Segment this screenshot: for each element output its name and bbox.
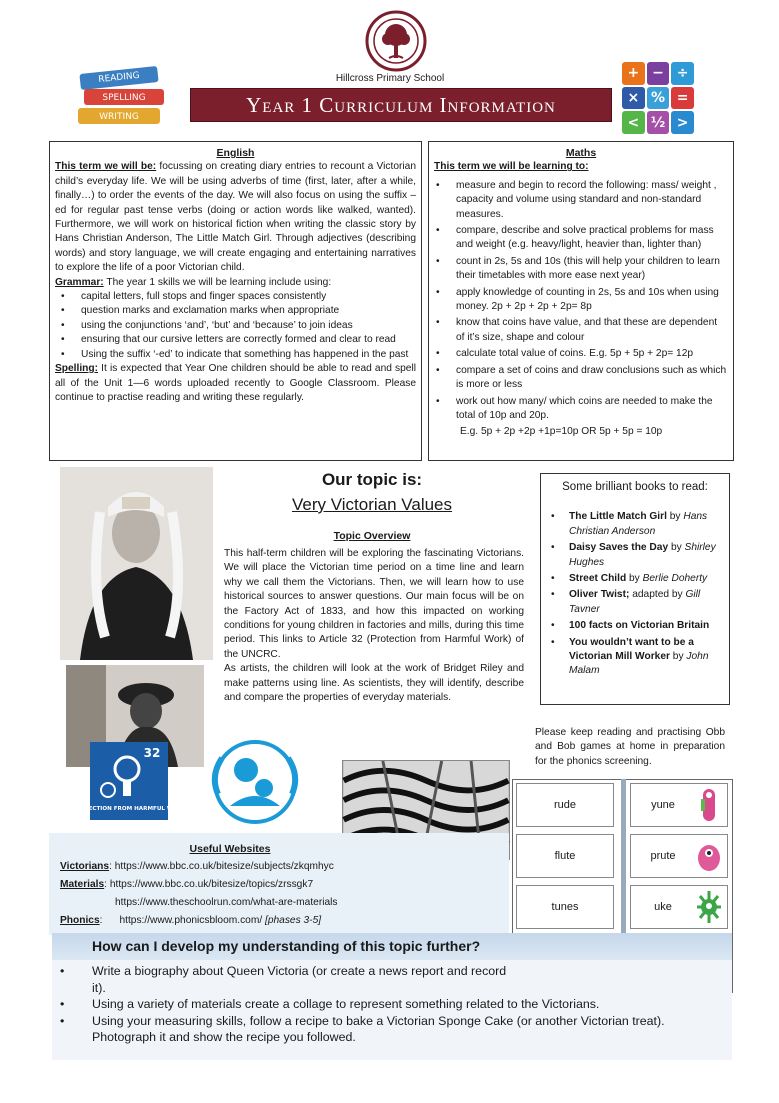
maths-list (434, 179, 728, 424)
book-title: Oliver Twist; (569, 589, 630, 601)
book-by: by (666, 511, 684, 523)
book-title: 100 facts on Victorian Britain (569, 620, 710, 632)
topic-paragraph: This half-term children will be exploring the fascinating Victorians. We will place the Victorian time period on a time line and learn why we call them the Victorians. Then, we will learn how to use historical sources to answer questions. Our main focus will be on the Factory Act of 1833, and how this impacted on working conditions for young children in factories and mills, during this time period. This links to Article 32 (Protection from Harmful Work) of the UNCRC. (224, 548, 524, 660)
list-item: • measure and begin to record the following: mass/ weight , capacity and volume using standard and non-standard measures. (434, 179, 728, 222)
book-author: John Malam (569, 651, 709, 677)
greater-than-icon: > (671, 111, 694, 134)
book-author: Berlie Doherty (642, 573, 708, 585)
list-item: • Using a variety of materials create a collage to represent something related to the Victorians. (52, 996, 732, 1013)
maths-section (428, 141, 734, 461)
less-than-icon: < (622, 111, 645, 134)
book-spine-spelling: SPELLING (102, 93, 146, 103)
list-item (547, 510, 723, 539)
website-row-phonics: Phonics: https://www.phonicsbloom.com/ [phases 3-5] (60, 915, 322, 926)
book-by: adapted by (629, 589, 686, 601)
school-name: Hillcross Primary School (335, 73, 445, 84)
book-title: Daisy Saves the Day (569, 542, 669, 554)
grammar-list (55, 290, 416, 362)
book-spine-reading: READING (97, 70, 141, 86)
english-intro-text: focussing on creating diary entries to recount a Victorian child’s everyday life. We will be using adverbs of time (first, later, after a while, finally…) to order the events of the day. We will also focus on using the suffix –ed for regular past tense verbs (doing or action words like walked, wanted). Furthermore, we will work on historical fiction when writing the classic story by Hans Christian Anderson, The Little Match Girl. Through adjectives (describing words) and story language, we will create engaging and entertaining narratives to explore the life of a poor Victorian child. (55, 161, 416, 274)
page-title-banner (190, 88, 612, 122)
phonics-note: Please keep reading and practising Obb and Bob games at home in preparation for the phonics screening. (535, 727, 725, 767)
real-word-card (516, 885, 614, 929)
card-word: uke (654, 901, 672, 913)
book-author: Shirley Hughes (569, 542, 716, 568)
list-item: • know that coins have value, and that these are dependent of it’s size, shape and colour (434, 316, 728, 345)
minus-icon: − (647, 62, 670, 85)
victorians-link[interactable]: https://www.bbc.co.uk/bitesize/subjects/zkqmhyc (114, 861, 334, 872)
list-item: • Using the suffix ‘-ed’ to indicate that something has happened in the past (55, 348, 416, 362)
materials-link-schoolrun[interactable]: https://www.theschoolrun.com/what-are-materials (115, 897, 338, 908)
list-item: • question marks and exclamation marks when appropriate (55, 304, 416, 318)
list-item: • Using your measuring skills, follow a recipe to bake a Victorian Sponge Cake (or another Victorian treat). Photograph it and show the recipe you followed. (52, 1013, 732, 1046)
phonics-phases: [phases 3-5] (265, 915, 322, 926)
book-by: by (668, 542, 685, 554)
percent-icon: % (647, 87, 670, 110)
article-number: 32 (143, 746, 161, 760)
website-row-materials-2 (115, 896, 338, 910)
english-intro-label: This term we will be: (55, 161, 157, 173)
website-row-victorians: Victorians: https://www.bbc.co.uk/bitesize/subjects/zkqmhyc (60, 861, 334, 872)
alien-monster-icon (695, 836, 723, 876)
list-item (547, 541, 723, 570)
list-item: • compare a set of coins and draw conclusions such as which is more or less (434, 364, 728, 393)
list-item (547, 619, 723, 633)
grammar-label: Grammar: (55, 276, 104, 288)
equals-icon: = (671, 87, 694, 110)
book-title: The Little Match Girl (569, 511, 667, 523)
english-title: English (216, 147, 255, 159)
list-item (547, 588, 723, 617)
website-label: Phonics (60, 915, 100, 926)
develop-list (52, 963, 732, 1046)
half-icon: ½ (647, 111, 670, 134)
list-item: • work out how many/ which coins are needed to make the total of 10p and 20p. (434, 395, 728, 424)
spelling-label: Spelling: (55, 363, 99, 375)
real-word-card (516, 783, 614, 827)
card-word: rude (553, 799, 577, 811)
grammar-intro (55, 276, 416, 290)
spelling-note (55, 362, 416, 405)
books-list (547, 510, 723, 678)
school-crest-logo (365, 10, 427, 72)
book-title: Street Child (569, 573, 627, 585)
topic-overview-text (224, 547, 524, 705)
alien-monster-icon (695, 887, 723, 927)
alien-word-card (630, 834, 728, 878)
alien-monster-icon (695, 785, 723, 825)
grammar-text: The year 1 skills we will be learning include using: (103, 276, 332, 288)
materials-link-bbc[interactable]: https://www.bbc.co.uk/bitesize/topics/zrssgk7 (109, 879, 314, 890)
divide-icon: ÷ (671, 62, 694, 85)
math-symbols-icon (622, 62, 694, 134)
book-author: Gill Tavner (569, 589, 701, 615)
maths-example: E.g. 5p + 2p +2p +1p=10p OR 5p + 5p = 10p (460, 426, 663, 438)
phonics-link[interactable]: https://www.phonicsbloom.com/ (119, 915, 263, 926)
article-caption: PROTECTION FROM HARMFUL WORK (71, 806, 187, 812)
spelling-text: It is expected that Year One children should be able to read and spell all of the Unit 1—6 words uploaded recently to Google Classroom. Please continue to practise reading and writing these regularly. (55, 363, 416, 403)
book-by: by (669, 651, 687, 663)
books-title: Some brilliant books to read: (562, 481, 708, 493)
website-row-materials: Materials: https://www.bbc.co.uk/bitesize/topics/zrssgk7 (60, 879, 314, 890)
article-32-icon (71, 742, 187, 820)
card-word: flute (554, 850, 576, 862)
topic-name: Very Victorian Values (291, 495, 452, 514)
website-label: Materials (60, 879, 105, 890)
books-section (540, 473, 730, 705)
topic-overview-title: Topic Overview (333, 530, 411, 542)
list-item: • count in 2s, 5s and 10s (this will help your children to learn their timetables with more ease next year) (434, 255, 728, 284)
plus-icon: + (622, 62, 645, 85)
list-item (547, 636, 723, 679)
alien-word-card (630, 885, 728, 929)
book-author: Hans Christian Anderson (569, 511, 708, 537)
list-item: • apply knowledge of counting in 2s, 5s and 10s when using money. 2p + 2p + 2p + 2p= 8p (434, 286, 728, 315)
list-item: • using the conjunctions ‘and’, ‘but’ and ‘because’ to join ideas (55, 319, 416, 333)
topic-heading: Our topic is: (321, 470, 423, 489)
book-title: You wouldn’t want to be a Victorian Mill Worker (569, 636, 694, 663)
list-item: • Write a biography about Queen Victoria (or create a news report and record it). (52, 963, 522, 996)
multiply-icon: × (622, 87, 645, 110)
list-item: • ensuring that our cursive letters are correctly formed and clear to read (55, 333, 416, 347)
list-item: • capital letters, full stops and finger spaces consistently (55, 290, 416, 304)
develop-heading: How can I develop my understanding of this topic further? (92, 938, 481, 954)
book-by: by (626, 573, 643, 585)
list-item (547, 572, 723, 586)
real-word-card (516, 834, 614, 878)
english-section (49, 141, 422, 461)
card-word: prute (650, 850, 676, 862)
stacked-books-icon (74, 62, 174, 130)
alien-word-card (630, 783, 728, 827)
maths-title: Maths (565, 147, 597, 159)
list-item: • compare, describe and solve practical problems for mass and weight (e.g. heavy/light, heavier than, lighter than) (434, 224, 728, 253)
card-word: yune (651, 799, 675, 811)
useful-websites-title: Useful Websites (189, 843, 271, 855)
english-intro (55, 160, 416, 275)
maths-intro-label: This term we will be learning to: (434, 161, 589, 173)
list-item: • calculate total value of coins. E.g. 5p + 5p + 2p= 12p (434, 347, 728, 361)
queen-victoria-photo (60, 467, 213, 660)
website-label: Victorians (60, 861, 110, 872)
card-word: tunes (551, 901, 579, 913)
topic-paragraph: As artists, the children will look at the work of Bridget Riley and make patterns using line. As scientists, they will identify, describe and compare the properties of everyday materials. (224, 663, 524, 704)
page-title: Year 1 Curriculum Information (246, 92, 556, 117)
unicef-logo (200, 736, 310, 828)
book-spine-writing: WRITING (99, 112, 139, 122)
